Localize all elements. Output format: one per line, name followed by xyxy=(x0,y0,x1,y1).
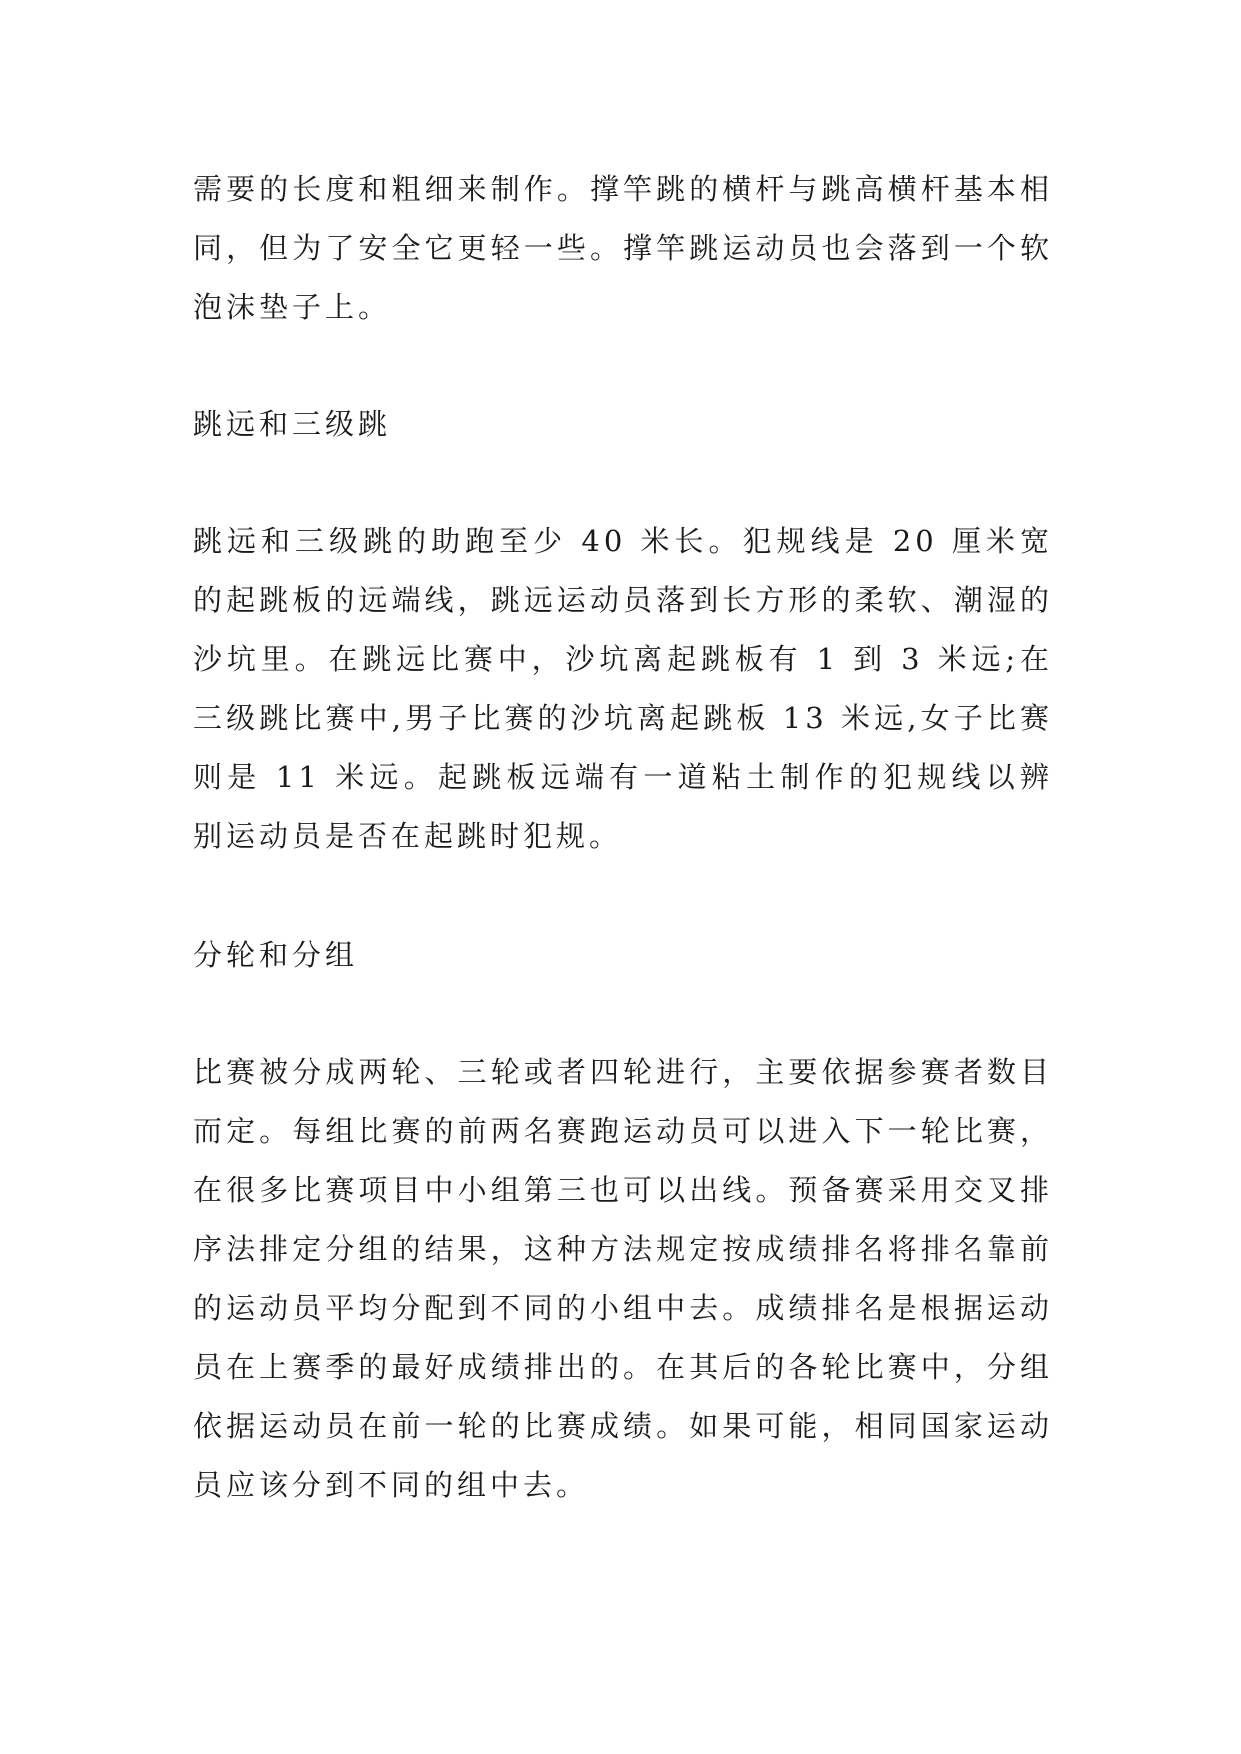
heading-long-jump-triple-jump: 跳远和三级跳 xyxy=(193,407,392,441)
paragraph-pole-vault: 需要的长度和粗细来制作。撑竿跳的横杆与跳高横杆基本相同，但为了安全它更轻一些。撑竿跳运动员也会落到一个软泡沫垫子上。 xyxy=(193,172,1053,324)
paragraph-rounds-and-heats: 比赛被分成两轮、三轮或者四轮进行，主要依据参赛者数目而定。每组比赛的前两名赛跑运动员可以进入下一轮比赛，在很多比赛项目中小组第三也可以出线。预备赛采用交叉排序法排定分组的结果，这种方法规定按成绩排名将排名靠前的运动员平均分配到不同的小组中去。成绩排名是根据运动员在上赛季的最好成绩排出的。在其后的各轮比赛中，分组依据运动员在前一轮的比赛成绩。如果可能，相同国家运动员应该分到不同的组中去。 xyxy=(193,1055,1053,1502)
paragraph-long-jump-triple-jump: 跳远和三级跳的助跑至少 40 米长。犯规线是 20 厘米宽的起跳板的远端线，跳远运动员落到长方形的柔软、潮湿的沙坑里。在跳远比赛中，沙坑离起跳板有 1 到 3 米远;在三级跳比赛中,男子比赛的沙坑离起跳板 13 米远,女子比赛则是 11 米远。起跳板远端有一道粘土制作的犯规线以辨别运动员是否在起跳时犯规。 xyxy=(193,524,1053,853)
heading-rounds-and-heats: 分轮和分组 xyxy=(193,938,359,972)
document-page xyxy=(193,160,1053,1515)
